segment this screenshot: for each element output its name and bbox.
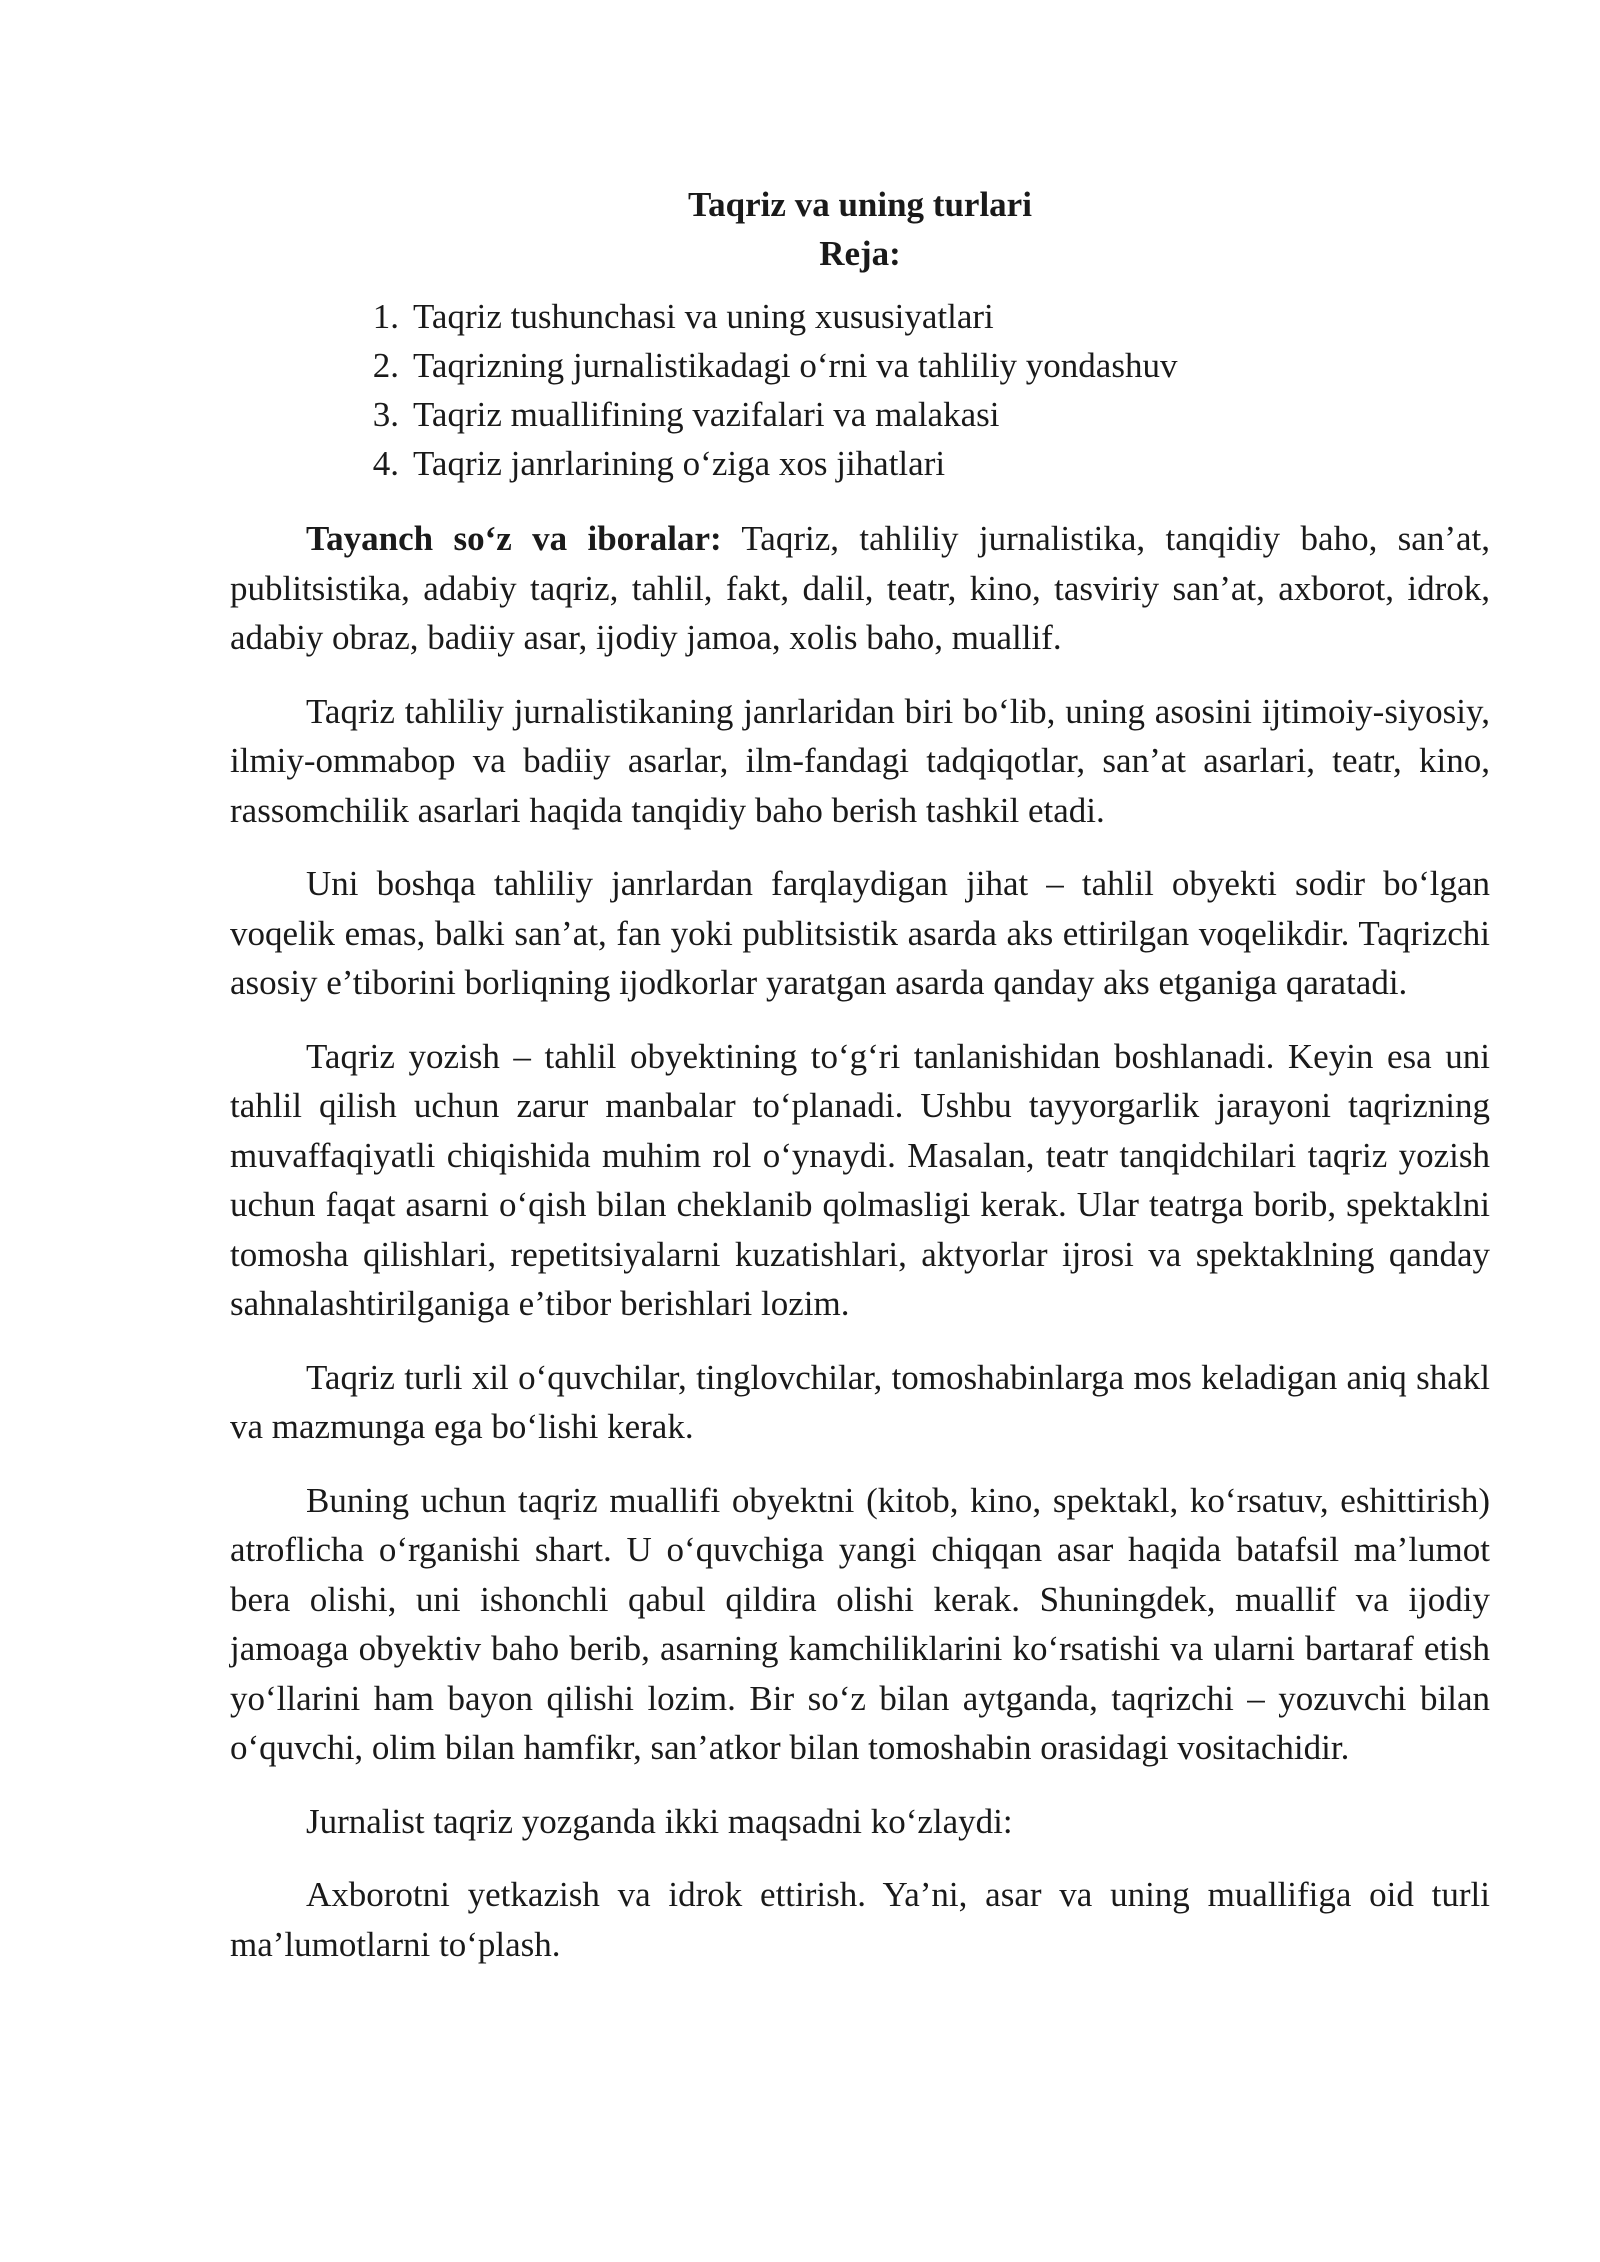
plan-item-text: Taqriz janrlarining o‘ziga xos jihatlari <box>413 444 946 483</box>
body-paragraph: Axborotni yetkazish va idrok ettirish. Ya’ni, asar va uning muallifiga oid turli ma’lumotlarni to‘plash. <box>230 1875 1490 1964</box>
body-paragraph: Buning uchun taqriz muallifi obyektni (kitob, kino, spektakl, ko‘rsatuv, eshittirish) atroflicha o‘rganishi shart. U o‘quvchiga yangi chiqqan asar haqida batafsil ma’lumot bera olishi, uni ishonchli qabul qildira olishi kerak. Shuningdek, muallif va ijodiy jamoaga obyektiv baho berib, asarning kamchiliklarini ko‘rsatishi va ularni bartaraf etish yo‘llarini ham bayon qilishi lozim. Bir so‘z bilan aytganda, taqrizchi – yozuvchi bilan o‘quvchi, olim bilan hamfikr, san’atkor bilan tomoshabin orasidagi vositachidir. <box>230 1480 1490 1767</box>
keywords-text: Taqriz, tahliliy jurnalistika, tanqidiy baho, san’at, publitsistika, adabiy taqriz, tahlil, fakt, dalil, teatr, kino, tasviriy san’at, axborot, idrok, adabiy obraz, badiiy asar, ijodiy jamoa, xolis baho, muallif. <box>230 519 1491 657</box>
plan-item-text: Taqriz tushunchasi va uning xususiyatlari <box>413 297 994 336</box>
plan-item <box>351 292 1490 341</box>
plan-item-number: 1. <box>372 297 399 336</box>
plan-item-number: 4. <box>372 444 399 483</box>
plan-item <box>351 439 1490 488</box>
plan-item <box>351 390 1490 439</box>
body-paragraph: Jurnalist taqriz yozganda ikki maqsadni ko‘zlaydi: <box>306 1801 1013 1841</box>
document-title: Taqriz va uning turlari <box>688 185 1032 224</box>
body-paragraph: Taqriz turli xil o‘quvchilar, tinglovchilar, tomoshabinlarga mos keladigan aniq shakl va mazmunga ega bo‘lishi kerak. <box>230 1357 1490 1446</box>
plan-item-text: Taqriz muallifining vazifalari va malakasi <box>413 395 1000 434</box>
plan-heading: Reja: <box>819 234 901 273</box>
plan-item-text: Taqrizning jurnalistikadagi o‘rni va tahliliy yondashuv <box>413 346 1178 385</box>
plan-item-number: 2. <box>372 346 399 385</box>
plan-item <box>351 341 1490 390</box>
body-paragraph: Uni boshqa tahliliy janrlardan farqlaydigan jihat – tahlil obyekti sodir bo‘lgan voqelik emas, balki san’at, fan yoki publitsistik asarda aks ettirilgan voqelikdir. Taqrizchi asosiy e’tiborini borliqning ijodkorlar yaratgan asarda qanday aks etganiga qaratadi. <box>230 864 1490 1002</box>
keywords-label: Tayanch so‘z va iboralar: <box>306 519 722 558</box>
plan-list <box>230 292 1490 488</box>
keywords-paragraph <box>230 514 1490 663</box>
document-page <box>230 180 1490 1969</box>
body-paragraph: Taqriz tahliliy jurnalistikaning janrlaridan biri bo‘lib, uning asosini ijtimoiy-siyosiy, ilmiy-ommabop va badiiy asarlar, ilm-fandagi tadqiqotlar, san’at asarlari, teatr, kino, rassomchilik asarlari haqida tanqidiy baho berish tashkil etadi. <box>230 691 1490 830</box>
body-paragraph: Taqriz yozish – tahlil obyektining to‘g‘ri tanlanishidan boshlanadi. Keyin esa uni tahlil qilish uchun zarur manbalar to‘planadi. Ushbu tayyorgarlik jarayoni taqrizning muvaffaqiyatli chiqishida muhim rol o‘ynaydi. Masalan, teatr tanqidchilari taqriz yozish uchun faqat asarni o‘qish bilan cheklanib qolmasligi kerak. Ular teatrga borib, spektaklni tomosha qilishlari, repetitsiyalarni kuzatishlari, aktyorlar ijrosi va spektaklning qanday sahnalashtirilganiga e’tibor berishlari lozim. <box>230 1036 1490 1323</box>
plan-item-number: 3. <box>372 395 399 434</box>
